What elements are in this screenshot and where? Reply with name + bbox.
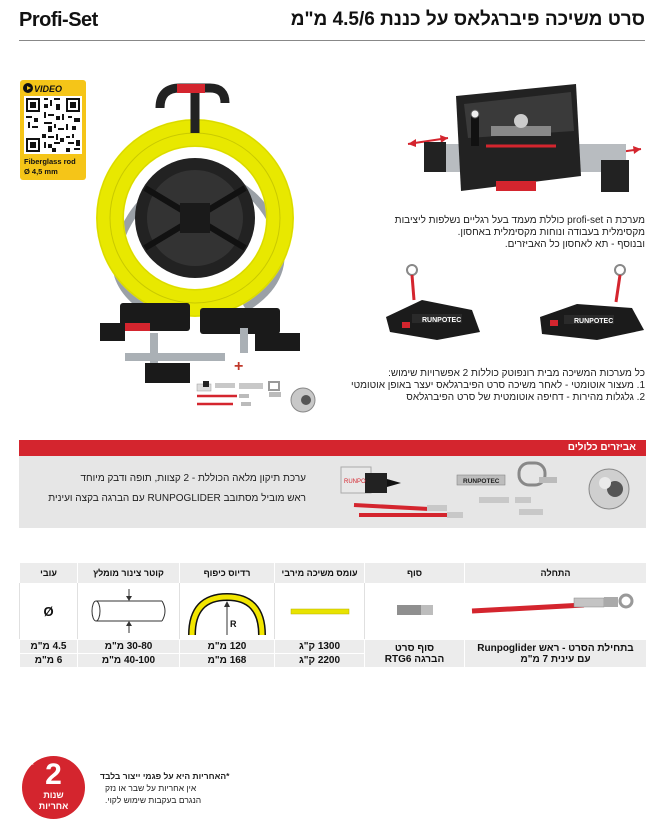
end-fitting-image (365, 583, 465, 639)
ferrule-brand-label: RUNPOTEC (463, 478, 500, 485)
footer-note-1: *האחריות היא על פגמי ייצור בלבד (100, 771, 230, 781)
usage-option-line: כל מערכות המשיכה מבית רונפוטק כוללות 2 אפשרויות שימוש: (388, 368, 645, 379)
thickness-symbol: Ø (19, 583, 77, 639)
load-value-2: 2200 ק"ג (274, 653, 364, 667)
brand-title: Profi-Set (19, 9, 98, 31)
page-title: סרט משיכה פיברגלאס על כננת 4.5/6 מ"מ (290, 9, 645, 30)
play-icon (23, 83, 33, 93)
usage-option-line: 2. גלגלות מהירות - דחיפה אוטומטית של סרט הפיברגלאס (406, 392, 645, 403)
header-divider (19, 40, 645, 41)
svg-text:RUNPOTEC: RUNPOTEC (574, 318, 614, 325)
load-value-1: 1300 ק"ג (274, 639, 364, 653)
header-pipe-diameter: קוטר צינור מומלץ (77, 563, 179, 583)
included-parts-image (195, 378, 320, 420)
svg-text:RUNPO: RUNPO (344, 479, 366, 485)
footer-note-3: הנגרם בעקבות שימוש לקוי. (105, 795, 202, 805)
start-description: בתחילת הסרט - ראש Runpoglider עם עינית 7 מ"מ (464, 639, 646, 667)
load-rod-cell (274, 583, 364, 639)
usage-option-line: 1. מעצור אוטומטי - לאחר משיכה סרט הפיברגלאס יעצר באופן אוטומטי (350, 380, 645, 391)
plus-sign: + (234, 358, 244, 375)
brake-mechanism-image (382, 262, 648, 342)
warranty-years: 2 (45, 758, 62, 791)
runpoglider-text: ראש מוביל מסתובב RUNPOGLIDER עם הברגה בקצה ועינית (48, 493, 306, 504)
qr-video-badge[interactable] (20, 80, 86, 180)
stand-description-line: ובנוסף - תא לאחסון כל האביזרים. (504, 239, 645, 250)
bend-radius-diagram (180, 583, 275, 639)
end-fitting-cell (364, 583, 464, 639)
yellow-rod-image (275, 583, 365, 639)
repair-kit-text: ערכת תיקון מלאה הכוללת - 2 קצוות, תופה ודבק מיוחד (80, 473, 306, 484)
pipe-diagram-cell (77, 583, 179, 639)
header-max-load: עומס משיכה מירבי (274, 563, 364, 583)
accessories-image (319, 457, 644, 527)
bend-radius-cell (179, 583, 274, 639)
radius-symbol: R (230, 619, 237, 629)
qr-caption-line2: Ø 4,5 mm (24, 167, 58, 176)
radius-value-1: 120 מ"מ (179, 639, 274, 653)
radius-value-2: 168 מ"מ (179, 653, 274, 667)
stand-storage-image (406, 76, 646, 206)
pipe-value-2: 40-100 מ"מ (77, 653, 179, 667)
thickness-value-1: 4.5 מ"מ (19, 639, 77, 653)
warranty-line1: שנות (43, 790, 64, 800)
svg-text:RUNPOTEC: RUNPOTEC (422, 317, 462, 324)
stand-description-line: מערכת ה profi-set כוללת מעמד בעל רגליים נשלפות ליציבות (394, 215, 645, 226)
reel-product-image (85, 78, 310, 388)
pipe-value-1: 30-80 מ"מ (77, 639, 179, 653)
usage-options-description (345, 368, 645, 404)
header-end: סוף (364, 563, 464, 583)
qr-code[interactable] (24, 96, 82, 154)
stand-description-line: מקסימלית בעבודה ונוחות מקסימלית באחסון. (457, 227, 645, 238)
warranty-star-icon: * (30, 760, 34, 771)
video-label: VIDEO (34, 84, 63, 94)
header-thickness: עובי (19, 563, 77, 583)
header-bend-radius: רדיוס כיפוף (179, 563, 274, 583)
start-head-image (464, 583, 646, 639)
accessories-title: אביזרים כלולים (567, 442, 636, 453)
qr-caption-line1: Fiberglass rod (24, 157, 76, 166)
pipe-diagram (78, 583, 180, 639)
thickness-value-2: 6 מ"מ (19, 653, 77, 667)
warranty-line2: אחריות (38, 801, 69, 811)
included-accessories-panel (19, 440, 646, 528)
accessories-header-bar (19, 440, 646, 456)
end-description: סוף סרט הברגה RTG6 (364, 639, 464, 667)
stand-description (365, 215, 645, 251)
header-start: התחלה (464, 563, 646, 583)
start-head-cell (464, 583, 646, 639)
footer-note-2: אין אחריות על שבר או נזק (105, 783, 197, 793)
